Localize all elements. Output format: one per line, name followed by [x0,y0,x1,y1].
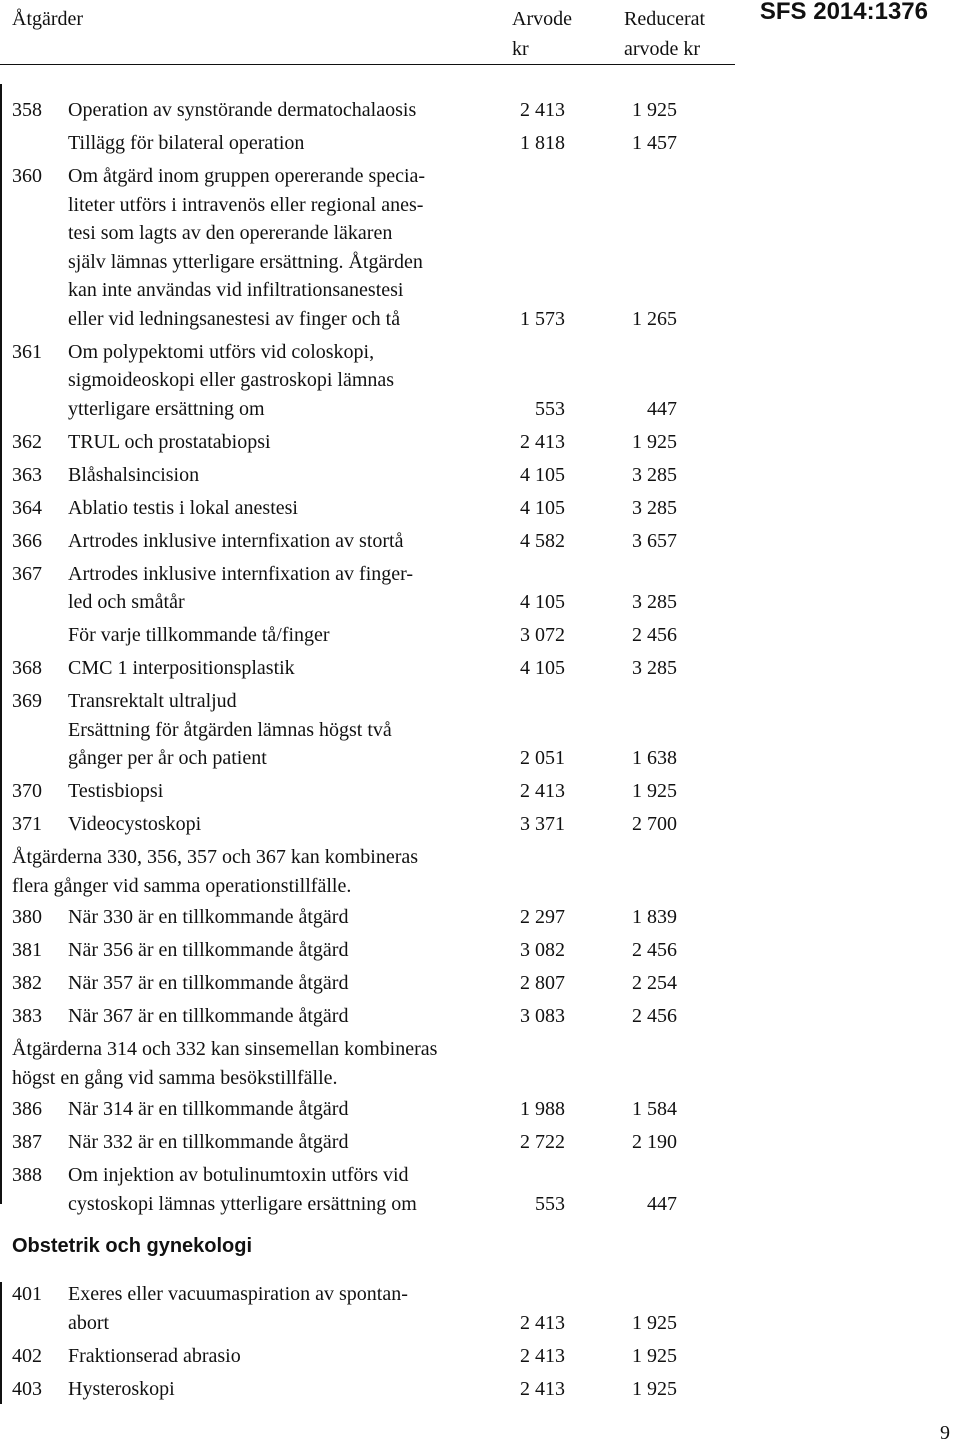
row-description [68,969,508,998]
row-arvode: 3 371 [520,813,565,835]
table-row [0,1342,700,1371]
table-row [0,96,700,125]
row-arvode: 2 297 [520,906,565,928]
row-reducerat: 3 285 [632,657,677,679]
row-reducerat: 1 584 [632,1098,677,1120]
note-line: flera gånger vid samma operationstillfälle. [12,874,352,897]
col-header-reducerat [624,4,705,64]
table-row [0,560,700,617]
description-line: Om polypektomi utförs vid coloskopi, [68,340,375,363]
row-reducerat: 2 456 [632,939,677,961]
description-line: led och småtår [68,591,185,613]
row-reducerat: 2 254 [632,972,677,994]
row-number: 382 [12,972,42,994]
table-row [0,936,700,965]
table-row [0,1280,700,1337]
description-line: cystoskopi lämnas ytterligare ersättning om [68,1192,417,1215]
row-description [68,687,508,773]
description-line: När 367 är en tillkommande åtgärd [68,1005,349,1027]
row-arvode: 3 083 [520,1005,565,1027]
row-number: 383 [12,1005,42,1027]
row-description [68,936,508,965]
row-reducerat: 3 285 [632,591,677,613]
row-arvode: 1 988 [520,1098,565,1120]
description-line: När 330 är en tillkommande åtgärd [68,906,349,928]
table-row [0,777,700,806]
table-row [0,338,700,424]
description-line: Transrektalt ultraljud [68,690,237,712]
row-arvode: 3 082 [520,939,565,961]
table-row [0,162,700,333]
row-number: 381 [12,939,42,961]
row-reducerat: 1 638 [632,747,677,769]
row-description [68,96,508,125]
description-line: tesi som lagts av den opererande läkaren [68,222,393,244]
row-description [68,810,508,839]
row-reducerat: 2 190 [632,1131,677,1153]
row-description [68,560,508,617]
col-header-arvode-line2: kr [512,38,529,60]
row-description [68,428,508,457]
description-line: ytterligare ersättning om [68,397,265,420]
description-line: eller vid ledningsanestesi av finger och tå [68,307,401,330]
row-reducerat: 2 456 [632,1005,677,1027]
description-line: Operation av synstörande dermatochalaosis [68,99,417,121]
row-reducerat: 1 925 [632,99,677,121]
row-number: 366 [12,529,42,552]
description-line: CMC 1 interpositionsplastik [68,657,295,679]
description-line: Om injektion av botulinumtoxin utförs vid [68,1164,409,1186]
row-reducerat: 1 839 [632,906,677,928]
description-line: För varje tillkommande tå/finger [68,624,330,646]
row-reducerat: 3 285 [632,496,677,519]
table-row [0,1095,700,1124]
col-header-arvode [512,4,572,64]
row-arvode: 1 573 [520,307,565,330]
row-reducerat: 1 457 [632,132,677,154]
row-arvode: 2 807 [520,972,565,994]
row-reducerat: 2 456 [632,624,677,646]
row-arvode: 3 072 [520,624,565,646]
row-reducerat: 3 285 [632,463,677,486]
description-line: När 356 är en tillkommande åtgärd [68,939,349,961]
note-line: högst en gång vid samma besökstillfälle. [12,1066,338,1089]
row-reducerat: 1 925 [632,430,677,453]
row-reducerat: 3 657 [632,529,677,552]
row-number: 360 [12,165,42,187]
row-arvode: 4 105 [520,463,565,486]
table-row [0,1002,700,1031]
table-row [0,1375,700,1404]
row-description [68,621,508,650]
table-row [0,1161,700,1218]
description-line: Tillägg för bilateral operation [68,132,305,154]
table-row [0,654,700,683]
row-arvode: 2 051 [520,747,565,769]
row-arvode: 2 413 [520,780,565,802]
row-description [68,1128,508,1157]
row-number: 367 [12,562,42,585]
note-line: Åtgärderna 314 och 332 kan sinsemellan kombineras [12,1038,438,1060]
row-description [68,1375,508,1404]
description-line: liteter utförs i intravenös eller regional anes- [68,193,424,216]
row-reducerat: 1 925 [632,1311,677,1334]
table-row [0,428,700,457]
row-number: 401 [12,1283,42,1305]
row-arvode: 1 818 [520,132,565,154]
sfs-number: SFS 2014:1376 [759,0,928,25]
row-arvode: 2 722 [520,1131,565,1153]
row-description [68,494,508,523]
table-row [0,969,700,998]
row-arvode: 2 413 [520,430,565,453]
table-row [0,461,700,490]
row-description [68,903,508,932]
row-arvode: 2 413 [520,1377,565,1400]
col-header-atgarder: Åtgärder [12,8,84,30]
col-header-reducerat-line1: Reducerat [624,8,706,30]
row-number: 387 [12,1131,42,1153]
row-number: 363 [12,463,42,486]
row-number: 386 [12,1098,42,1120]
description-line: Fraktionserad abrasio [68,1344,241,1367]
description-line: När 357 är en tillkommande åtgärd [68,972,349,994]
description-line: Artrodes inklusive internfixation av finger- [68,562,414,585]
description-line: gånger per år och patient [68,747,267,769]
row-arvode: 2 413 [520,1344,565,1367]
description-line: Om åtgärd inom gruppen opererande specia- [68,165,426,187]
row-number: 371 [12,813,42,835]
row-number: 388 [12,1164,42,1186]
row-reducerat: 447 [647,397,677,420]
row-description [68,162,508,333]
row-reducerat: 1 265 [632,307,677,330]
description-line: Videocystoskopi [68,813,202,835]
description-line: Exeres eller vacuumaspiration av spontan- [68,1283,408,1305]
page-number: 9 [940,1422,950,1444]
description-line: När 314 är en tillkommande åtgärd [68,1098,349,1120]
row-description [68,527,508,556]
description-line: abort [68,1311,110,1334]
description-line: sigmoideoskopi eller gastroskopi lämnas [68,369,395,391]
description-line: själv lämnas ytterligare ersättning. Åtgärden [68,250,423,273]
row-arvode: 2 413 [520,99,565,121]
table-row [0,527,700,556]
description-line: Testisbiopsi [68,780,164,802]
description-line: Ablatio testis i lokal anestesi [68,496,298,519]
row-arvode: 4 582 [520,529,565,552]
description-line: TRUL och prostatabiopsi [68,430,271,453]
row-number: 364 [12,496,42,519]
row-number: 361 [12,340,42,363]
row-number: 369 [12,690,42,712]
row-reducerat: 1 925 [632,1344,677,1367]
description-line: kan inte användas vid infiltrationsanestesi [68,279,404,301]
row-reducerat: 1 925 [632,1377,677,1400]
row-arvode: 4 105 [520,591,565,613]
table-row [0,494,700,523]
description-line: Artrodes inklusive internfixation av stortå [68,529,404,552]
row-number: 380 [12,906,42,928]
note-text [12,843,512,900]
row-description [68,1161,508,1218]
row-reducerat: 447 [647,1192,677,1215]
table-row [0,810,700,839]
col-header-reducerat-line2: arvode kr [624,38,701,60]
note-text [12,1035,512,1092]
row-arvode: 4 105 [520,496,565,519]
table-row [0,621,700,650]
row-arvode: 4 105 [520,657,565,679]
row-description [68,338,508,424]
row-number: 402 [12,1344,42,1367]
row-arvode: 553 [535,397,565,420]
row-description [68,654,508,683]
table-row [0,903,700,932]
row-description [68,1002,508,1031]
section-title: Obstetrik och gynekologi [12,1235,253,1257]
row-description [68,461,508,490]
row-description [68,129,508,158]
row-description [68,777,508,806]
row-number: 370 [12,780,42,802]
table-row [0,687,700,773]
description-line: När 332 är en tillkommande åtgärd [68,1131,349,1153]
note-line: Åtgärderna 330, 356, 357 och 367 kan kombineras [12,846,419,868]
table-row [0,129,700,158]
row-number: 368 [12,657,42,679]
row-description [68,1095,508,1124]
row-reducerat: 2 700 [632,813,677,835]
description-line: Ersättning för åtgärden lämnas högst två [68,718,392,741]
row-arvode: 553 [535,1192,565,1215]
row-reducerat: 1 925 [632,780,677,802]
row-number: 358 [12,99,42,121]
description-line: Hysteroskopi [68,1377,175,1400]
row-description [68,1342,508,1371]
row-arvode: 2 413 [520,1311,565,1334]
row-description [68,1280,508,1337]
row-number: 403 [12,1377,42,1400]
col-header-arvode-line1: Arvode [512,8,572,30]
header-rule [0,64,735,65]
row-number: 362 [12,430,42,453]
description-line: Blåshalsincision [68,463,200,486]
table-row [0,1128,700,1157]
